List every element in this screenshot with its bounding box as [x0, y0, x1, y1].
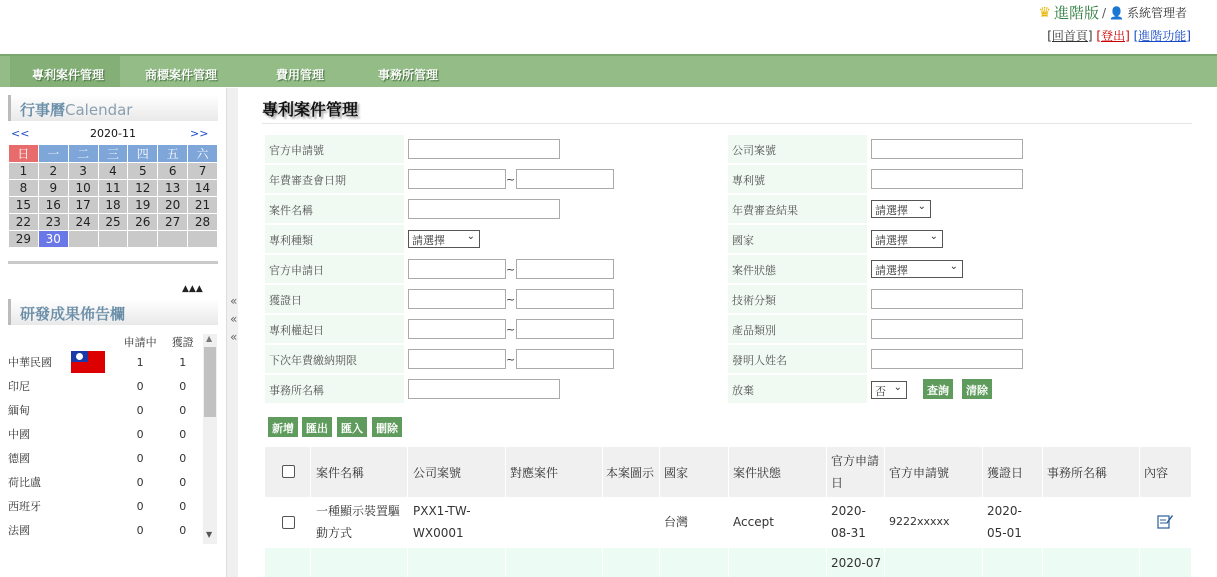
import-button[interactable]: 匯入	[337, 417, 367, 437]
label-abandon: 放棄	[728, 375, 867, 404]
calendar-day[interactable]: 3	[68, 163, 98, 180]
calendar-day[interactable]: 28	[188, 214, 218, 231]
next-fee-deadline-to[interactable]	[516, 349, 614, 369]
nav-office[interactable]: 事務所管理	[378, 68, 439, 82]
rd-row	[8, 494, 204, 518]
rd-row	[8, 350, 204, 374]
rd-col-country	[8, 334, 119, 350]
label-patent-start-date: 專利權起日	[265, 315, 404, 344]
rd-applying[interactable]: 0	[136, 475, 144, 489]
nav-patent[interactable]: 專利案件管理	[32, 68, 105, 82]
scroll-up-icon[interactable]: ▲	[206, 334, 213, 343]
top-links	[1047, 27, 1191, 44]
label-next-fee-deadline: 下次年費繳納期限	[265, 345, 404, 374]
rd-country: 法國	[8, 524, 30, 537]
calendar-title-cn: 行事曆	[20, 101, 66, 119]
rd-applying[interactable]: 1	[136, 355, 144, 369]
weekday: 六	[188, 145, 218, 163]
rd-country: 緬甸	[8, 404, 30, 417]
advanced-link[interactable]: [進階功能]	[1133, 29, 1191, 43]
col-divider	[1042, 447, 1043, 577]
calendar-day[interactable]: 23	[38, 214, 68, 231]
col-divider	[505, 447, 506, 577]
range-tilde: ~	[506, 353, 516, 366]
rd-panel-title	[8, 299, 218, 325]
calendar-empty	[128, 231, 158, 248]
label-annuity-review-result: 年費審查結果	[728, 195, 867, 224]
annuity-review-date-to[interactable]	[516, 169, 614, 189]
calendar-day[interactable]: 20	[158, 197, 188, 214]
calendar-day[interactable]: 18	[98, 197, 128, 214]
calendar-day[interactable]: 22	[9, 214, 39, 231]
calendar-day-today[interactable]: 30	[38, 231, 68, 248]
add-button[interactable]: 新增	[268, 417, 298, 437]
inventor-name-input[interactable]	[871, 349, 1023, 369]
separator: /	[1101, 5, 1107, 20]
cell-case-status: Accept	[733, 515, 774, 529]
col-content[interactable]: 內容	[1144, 465, 1169, 480]
col-divider	[826, 447, 827, 577]
label-product-category: 產品類別	[728, 315, 867, 344]
calendar-day[interactable]: 4	[98, 163, 128, 180]
grant-date-from[interactable]	[408, 289, 506, 309]
calendar-day[interactable]: 7	[188, 163, 218, 180]
rd-country: 荷比盧	[8, 476, 41, 489]
calendar-empty	[68, 231, 98, 248]
official-app-date-to[interactable]	[516, 259, 614, 279]
select-all-checkbox[interactable]	[282, 465, 295, 478]
rd-country: 印尼	[8, 380, 30, 393]
col-divider	[602, 447, 603, 577]
annuity-review-result-select[interactable]	[871, 200, 931, 218]
patent-start-date-to[interactable]	[516, 319, 614, 339]
label-patent-type: 專利種類	[265, 225, 404, 254]
calendar-day[interactable]: 2	[38, 163, 68, 180]
title-divider	[262, 123, 1192, 124]
select-value: 請選擇	[875, 204, 908, 217]
calendar-day[interactable]: 9	[38, 180, 68, 197]
abandon-select[interactable]	[871, 381, 907, 399]
col-divider	[1139, 447, 1140, 577]
page-title: 專利案件管理	[262, 100, 359, 119]
calendar-day[interactable]: 8	[9, 180, 39, 197]
calendar-day[interactable]: 11	[98, 180, 128, 197]
calendar-day[interactable]: 13	[158, 180, 188, 197]
label-patent-no: 專利號	[728, 165, 867, 194]
col-case-name[interactable]: 案件名稱	[316, 465, 365, 480]
row-checkbox[interactable]	[282, 516, 295, 529]
col-office-name[interactable]: 事務所名稱	[1047, 465, 1108, 480]
label-office-name: 事務所名稱	[265, 375, 404, 404]
taiwan-flag-icon	[71, 351, 105, 373]
user-icon: 👤	[1109, 5, 1124, 20]
office-name-input[interactable]	[408, 379, 560, 399]
label-grant-date: 獲證日	[265, 285, 404, 314]
scroll-down-icon[interactable]: ▼	[206, 530, 213, 539]
col-grant-date[interactable]: 獲證日	[987, 465, 1024, 480]
calendar-next[interactable]: >>	[190, 127, 209, 140]
delete-button[interactable]: 刪除	[372, 417, 402, 437]
rd-applying[interactable]: 0	[136, 379, 144, 393]
calendar-empty	[98, 231, 128, 248]
rd-applying[interactable]: 0	[136, 451, 144, 465]
next-fee-deadline-from[interactable]	[408, 349, 506, 369]
select-value: 否	[875, 385, 886, 398]
weekday: 五	[158, 145, 188, 163]
range-tilde: ~	[506, 323, 516, 336]
range-tilde: ~	[506, 293, 516, 306]
rd-country-cell	[8, 350, 119, 374]
label-official-app-no: 官方申請號	[265, 135, 404, 164]
grant-date-to[interactable]	[516, 289, 614, 309]
calendar-day[interactable]: 26	[128, 214, 158, 231]
export-button[interactable]: 匯出	[302, 417, 332, 437]
label-official-app-date: 官方申請日	[265, 255, 404, 284]
col-divider	[884, 447, 885, 577]
calendar-title	[8, 95, 218, 121]
calendar-day[interactable]: 6	[158, 163, 188, 180]
select-value: 請選擇	[875, 264, 908, 277]
home-link[interactable]: [回首頁]	[1047, 29, 1093, 43]
col-divider	[407, 447, 408, 577]
rd-col-granted: 獲證	[171, 336, 194, 349]
calendar-day[interactable]: 12	[128, 180, 158, 197]
official-app-date-from[interactable]	[408, 259, 506, 279]
calendar-header	[8, 127, 218, 141]
calendar-empty	[188, 231, 218, 248]
rd-country: 中國	[8, 428, 30, 441]
company-case-no-input[interactable]	[871, 139, 1023, 159]
cell-company-case-no: PXX1-TW-WX0001	[413, 504, 471, 540]
rd-row	[8, 422, 204, 446]
calendar-day[interactable]: 29	[9, 231, 39, 248]
case-status-select[interactable]	[871, 260, 963, 278]
rd-granted[interactable]: 0	[179, 451, 187, 465]
rd-granted[interactable]: 0	[179, 523, 187, 537]
rd-granted[interactable]: 0	[179, 499, 187, 513]
edition-info	[1038, 2, 1187, 23]
rd-table	[8, 334, 204, 542]
rd-panel-title-text: 研發成果佈告欄	[20, 305, 126, 323]
case-name-input[interactable]	[408, 199, 560, 219]
chevron-down-icon: ⌄	[893, 382, 902, 393]
product-category-input[interactable]	[871, 319, 1023, 339]
official-app-no-input[interactable]	[408, 139, 560, 159]
cell-case-name[interactable]: 一種顯示裝置驅動方式	[316, 504, 401, 540]
rd-applying[interactable]: 0	[136, 499, 144, 513]
col-divider	[728, 447, 729, 577]
cell-official-app-date: 2020-08-31	[831, 504, 866, 540]
calendar-day[interactable]: 14	[188, 180, 218, 197]
calendar-day[interactable]: 25	[98, 214, 128, 231]
calendar-prev[interactable]: <<	[11, 127, 30, 140]
weekday: 日	[9, 145, 39, 163]
col-company-case-no[interactable]: 公司案號	[413, 465, 462, 480]
rd-country: 德國	[8, 452, 30, 465]
label-tech-category: 技術分類	[728, 285, 867, 314]
label-company-case-no: 公司案號	[728, 135, 867, 164]
rd-applying[interactable]: 0	[136, 523, 144, 537]
rd-col-applying: 申請中	[123, 336, 157, 349]
query-button[interactable]: 查詢	[923, 379, 953, 399]
nav-trademark[interactable]: 商標案件管理	[145, 68, 218, 82]
label-case-status: 案件狀態	[728, 255, 867, 284]
col-official-app-no[interactable]: 官方申請號	[889, 465, 950, 480]
chevron-down-icon: ⌄	[917, 201, 926, 212]
rd-row	[8, 518, 204, 542]
rd-granted[interactable]: 0	[179, 379, 187, 393]
country-select[interactable]	[871, 230, 943, 248]
range-tilde: ~	[506, 263, 516, 276]
col-divider	[659, 447, 660, 577]
calendar-grid	[8, 144, 218, 248]
calendar-empty	[158, 231, 188, 248]
select-value: 請選擇	[412, 234, 445, 247]
patent-no-input[interactable]	[871, 169, 1023, 189]
cell-official-app-date: 2020-07	[831, 556, 882, 570]
expand-more-icon[interactable]: ▲▲▲	[182, 284, 203, 294]
rd-granted[interactable]: 1	[179, 355, 187, 369]
col-country[interactable]: 國家	[664, 465, 689, 480]
calendar-day[interactable]: 16	[38, 197, 68, 214]
rd-row	[8, 398, 204, 422]
annuity-review-date-from[interactable]	[408, 169, 506, 189]
rd-row	[8, 374, 204, 398]
nav-fees[interactable]: 費用管理	[276, 68, 325, 82]
calendar-day[interactable]: 17	[68, 197, 98, 214]
weekday: 四	[128, 145, 158, 163]
col-figure[interactable]: 本案圖示	[606, 465, 655, 480]
label-case-name: 案件名稱	[265, 195, 404, 224]
rd-row	[8, 446, 204, 470]
chevron-down-icon: ⌄	[929, 231, 938, 242]
rd-granted[interactable]: 0	[179, 403, 187, 417]
select-value: 請選擇	[875, 234, 908, 247]
rd-row	[8, 470, 204, 494]
calendar-day[interactable]: 5	[128, 163, 158, 180]
patent-start-date-from[interactable]	[408, 319, 506, 339]
main-nav	[0, 54, 1217, 87]
collapse-icon[interactable]: «	[230, 294, 238, 308]
clear-button[interactable]: 清除	[962, 379, 992, 399]
calendar-title-en: Calendar	[65, 101, 133, 119]
user-role: 系統管理者	[1126, 6, 1187, 20]
col-divider	[982, 447, 983, 577]
cell-grant-date: 2020-05-01	[987, 504, 1022, 540]
rd-scroll-thumb[interactable]	[204, 347, 216, 417]
weekday: 二	[68, 145, 98, 163]
rd-country: 西班牙	[8, 500, 41, 513]
logout-link[interactable]: [登出]	[1096, 29, 1130, 43]
col-divider	[310, 447, 311, 577]
col-official-app-date[interactable]: 官方申請日	[831, 454, 880, 490]
edit-icon[interactable]	[1157, 513, 1173, 529]
range-tilde: ~	[506, 173, 516, 186]
label-annuity-review-date: 年費審查會日期	[265, 165, 404, 194]
calendar-footer-bar	[8, 261, 218, 264]
collapse-icon[interactable]: «	[230, 312, 238, 326]
calendar-day[interactable]: 21	[188, 197, 218, 214]
calendar-day[interactable]: 15	[9, 197, 39, 214]
rd-applying[interactable]: 0	[136, 403, 144, 417]
chevron-down-icon: ⌄	[949, 261, 958, 272]
chevron-down-icon: ⌄	[466, 231, 475, 242]
rd-granted[interactable]: 0	[179, 475, 187, 489]
rd-granted[interactable]: 0	[179, 427, 187, 441]
col-related-case[interactable]: 對應案件	[510, 465, 559, 480]
weekday: 一	[38, 145, 68, 163]
edition-label: 進階版	[1053, 4, 1099, 22]
rd-applying[interactable]: 0	[136, 427, 144, 441]
rd-country: 中華民國	[8, 356, 52, 369]
calendar-day[interactable]: 27	[158, 214, 188, 231]
calendar-day[interactable]: 1	[9, 163, 39, 180]
collapse-icon[interactable]: «	[230, 330, 238, 344]
calendar-day[interactable]: 19	[128, 197, 158, 214]
top-bar	[0, 0, 1217, 52]
weekday: 三	[98, 145, 128, 163]
crown-icon: ♛	[1038, 4, 1051, 21]
calendar-day[interactable]: 10	[68, 180, 98, 197]
calendar-month: 2020-11	[90, 127, 136, 140]
cell-country: 台灣	[664, 515, 689, 529]
label-inventor-name: 發明人姓名	[728, 345, 867, 374]
patent-type-select[interactable]	[408, 230, 480, 248]
calendar-day[interactable]: 24	[68, 214, 98, 231]
col-case-status[interactable]: 案件狀態	[733, 465, 782, 480]
tech-category-input[interactable]	[871, 289, 1023, 309]
label-country: 國家	[728, 225, 867, 254]
cell-official-app-no: 9222xxxxx	[889, 515, 950, 528]
